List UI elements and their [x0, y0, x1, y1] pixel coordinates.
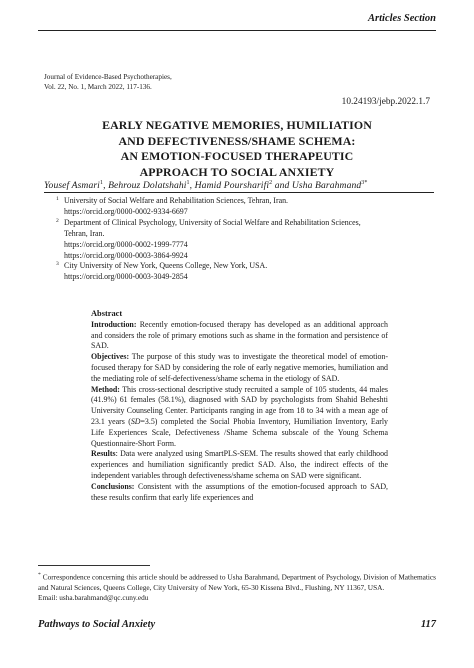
sd-symbol: SD	[130, 416, 141, 426]
header-rule	[38, 30, 436, 31]
author-name: Hamid Poursharifi	[194, 180, 270, 192]
affiliation-line: City University of New York, Queens College, New York, USA.	[64, 261, 268, 271]
author-name: Usha Barahmand	[291, 180, 362, 192]
affiliation-line: Department of Clinical Psychology, University of Social Welfare and Rehabilitation Sciences,	[64, 217, 361, 227]
abstract-results	[91, 449, 388, 481]
page-number: 117	[420, 619, 436, 630]
title-line-2: AND DEFECTIVENESS/SHAME SCHEMA:	[118, 133, 356, 148]
footnote-email[interactable]: Email: usha.barahmand@qc.cuny.edu	[38, 593, 149, 603]
author-affiliation-mark: 1	[186, 180, 190, 186]
journal-citation	[44, 72, 172, 92]
intro-text: Recently emotion-focused therapy has developed as an additional approach and considers the role of primary emotions such as shame in the formation and persistence of SAD.	[91, 319, 388, 351]
author-name: Behrouz Dolatshahi	[108, 180, 187, 192]
affiliation-number: 1	[56, 196, 59, 202]
affiliation-3	[56, 261, 434, 283]
conclusions-label: Conclusions:	[91, 481, 135, 491]
footnote-text: Correspondence concerning this article should be addressed to Usha Barahmand, Department of Psychology, Division of Mathematics and Natural Sciences, Queens College, City University of New York, 65-30 Kissena Blvd., Flushing, NY 11367, USA.	[38, 572, 437, 592]
method-label: Method:	[91, 384, 120, 394]
orcid-link[interactable]: https://orcid.org/0000-0003-3864-9924	[64, 250, 188, 260]
author-list	[44, 180, 434, 193]
section-header: Articles Section	[368, 13, 436, 24]
author-affiliation-mark: 3*	[361, 180, 368, 186]
affiliation-number: 2	[56, 217, 59, 224]
footnote-rule	[38, 565, 150, 566]
author-name: Yousef Asmari	[44, 180, 100, 192]
affiliation-2	[56, 218, 434, 262]
orcid-link[interactable]: https://orcid.org/0000-0002-9334-6697	[64, 206, 188, 216]
affiliation-line: Tehran, Iran.	[64, 228, 105, 238]
orcid-link[interactable]: https://orcid.org/0000-0002-1999-7774	[64, 239, 188, 249]
method-text: This cross-sectional descriptive study recruited a sample of 105 students, 44 males (41.9%) 61 females (58.1%), diagnosed with SAD by psychologists from Shahid Beheshti University Counseling Center. Participants ranging in age from 18 to 34 with a mean age of 23.1 years (	[91, 384, 388, 426]
method-text-cont: =3.5) completed the Social Phobia Inventory, Humiliation Inventory, Early Life Experiences Scale, Defectiveness /Shame Schema subscale of the Young Schema Questionnaire-Short Form.	[91, 416, 388, 448]
objectives-label: Objectives:	[91, 352, 130, 362]
author-separator: and	[272, 180, 292, 192]
correspondence-footnote	[38, 570, 436, 604]
affiliation-number: 3	[56, 261, 59, 268]
doi: 10.24193/jebp.2022.1.7	[341, 97, 430, 107]
affiliation-line: University of Social Welfare and Rehabilitation Sciences, Tehran, Iran.	[64, 196, 288, 205]
results-label: Results	[91, 449, 116, 459]
intro-label: Introduction:	[91, 319, 137, 329]
abstract	[91, 309, 388, 503]
paper-title	[44, 118, 430, 180]
title-line-1: EARLY NEGATIVE MEMORIES, HUMILIATION	[102, 118, 372, 132]
conclusions-text: Consistent with the assumptions of the emotion-focused approach to SAD, these results confirm that early life experiences and	[91, 481, 388, 502]
running-footer-title: Pathways to Social Anxiety	[38, 619, 156, 630]
title-line-3: AN EMOTION-FOCUSED THERAPEUTIC	[120, 149, 354, 164]
author-affiliation-mark: 1	[99, 180, 104, 186]
objectives-text: The purpose of this study was to investigate the theoretical model of emotion-focused therapy for SAD by considering the role of early negative memories, humiliation and the mediating role of self-defectiveness/shame schema in the etiology of SAD.	[91, 352, 388, 383]
affiliations	[56, 196, 434, 283]
title-line-4: APPROACH TO SOCIAL ANXIETY	[139, 164, 335, 179]
author-separator: ,	[189, 180, 195, 192]
results-text: : Data were analyzed using SmartPLS-SEM. The results showed that early childhood experiences and humiliation significantly predict SAD. Also, the indirect effects of the independent variables through defectiveness/shame schema on SAD were significant.	[91, 449, 388, 480]
orcid-link[interactable]: https://orcid.org/0000-0003-3049-2854	[64, 272, 188, 282]
affiliation-1	[56, 196, 434, 218]
footnote-star: *	[38, 572, 41, 578]
author-affiliation-mark: 2	[269, 180, 273, 186]
journal-line-1: Journal of Evidence-Based Psychotherapies,	[44, 73, 172, 81]
abstract-heading: Abstract	[91, 309, 123, 318]
abstract-introduction	[91, 320, 388, 352]
abstract-method	[91, 385, 388, 450]
journal-line-2: Vol. 22, No. 1, March 2022, 117-136.	[44, 83, 152, 91]
abstract-objectives	[91, 352, 388, 384]
author-separator: ,	[103, 180, 109, 192]
abstract-conclusions	[91, 482, 388, 504]
